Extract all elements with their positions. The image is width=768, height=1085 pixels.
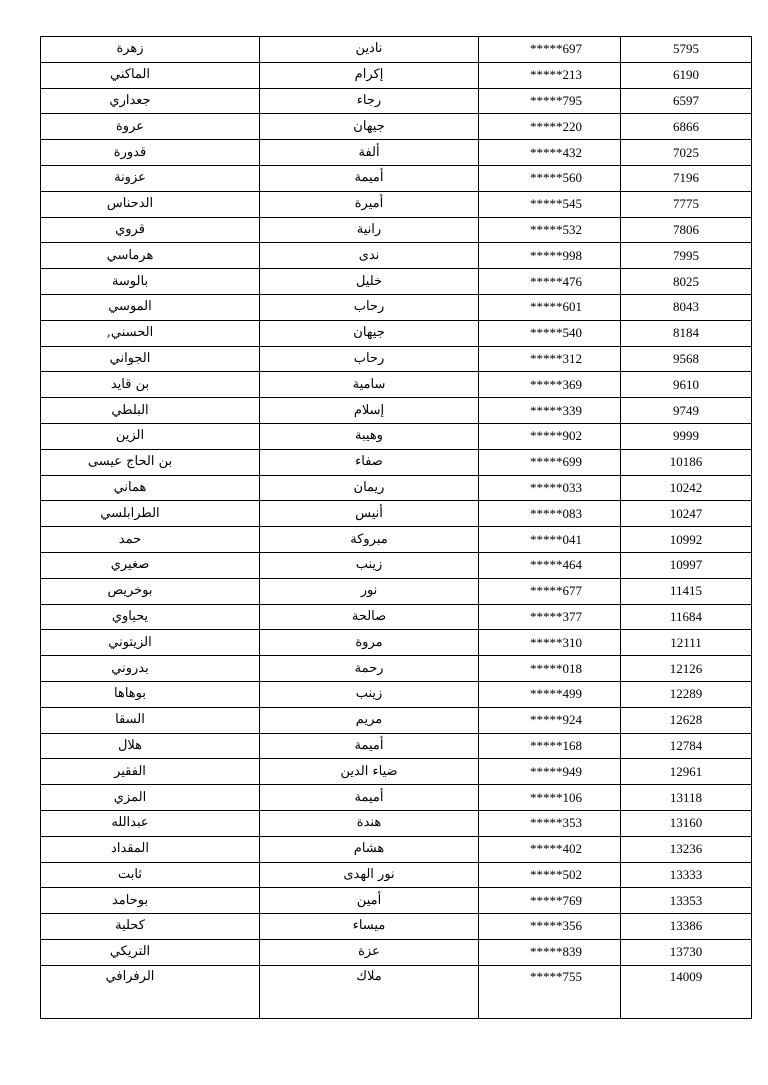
id-cell: *****106 <box>479 785 621 811</box>
first-name-cell: أنيس <box>260 501 479 527</box>
record-number-cell: 13236 <box>621 836 752 862</box>
id-cell: *****369 <box>479 372 621 398</box>
id-cell: *****949 <box>479 759 621 785</box>
id-cell: *****083 <box>479 501 621 527</box>
first-name-cell: أميمة <box>260 733 479 759</box>
table-row <box>41 733 752 759</box>
record-number-cell: 10992 <box>621 527 752 553</box>
table-row <box>41 552 752 578</box>
last-name-cell: الزيتوني <box>41 630 260 656</box>
table-row <box>41 449 752 475</box>
record-number-cell: 6190 <box>621 62 752 88</box>
record-number-cell: 7806 <box>621 217 752 243</box>
record-number-cell: 14009 <box>621 965 752 1018</box>
table-row <box>41 62 752 88</box>
id-cell: *****902 <box>479 423 621 449</box>
record-number-cell: 7025 <box>621 140 752 166</box>
id-cell: *****018 <box>479 656 621 682</box>
id-cell: *****464 <box>479 552 621 578</box>
last-name-cell: ثابت <box>41 862 260 888</box>
first-name-cell: سامية <box>260 372 479 398</box>
record-number-cell: 12111 <box>621 630 752 656</box>
records-table-body <box>41 37 752 1019</box>
table-row <box>41 578 752 604</box>
last-name-cell: بن قايد <box>41 372 260 398</box>
first-name-cell: ندى <box>260 243 479 269</box>
first-name-cell: أميمة <box>260 165 479 191</box>
first-name-cell: رحاب <box>260 294 479 320</box>
table-row <box>41 372 752 398</box>
last-name-cell: ,الحسني <box>41 320 260 346</box>
last-name-cell: كحلية <box>41 914 260 940</box>
first-name-cell: ميساء <box>260 914 479 940</box>
first-name-cell: مروة <box>260 630 479 656</box>
first-name-cell: إكرام <box>260 62 479 88</box>
table-row <box>41 965 752 1018</box>
first-name-cell: خليل <box>260 269 479 295</box>
record-number-cell: 5795 <box>621 37 752 63</box>
record-number-cell: 9610 <box>621 372 752 398</box>
record-number-cell: 13353 <box>621 888 752 914</box>
record-number-cell: 12289 <box>621 681 752 707</box>
last-name-cell: بوحامد <box>41 888 260 914</box>
last-name-cell: البلطي <box>41 398 260 424</box>
table-row <box>41 346 752 372</box>
table-row <box>41 681 752 707</box>
record-number-cell: 8043 <box>621 294 752 320</box>
id-cell: *****499 <box>479 681 621 707</box>
id-cell: *****755 <box>479 965 621 1018</box>
last-name-cell: هلال <box>41 733 260 759</box>
first-name-cell: نور الهدى <box>260 862 479 888</box>
table-row <box>41 37 752 63</box>
record-number-cell: 11684 <box>621 604 752 630</box>
record-number-cell: 12784 <box>621 733 752 759</box>
record-number-cell: 10186 <box>621 449 752 475</box>
table-row <box>41 294 752 320</box>
record-number-cell: 9568 <box>621 346 752 372</box>
record-number-cell: 8025 <box>621 269 752 295</box>
first-name-cell: رجاء <box>260 88 479 114</box>
first-name-cell: مريم <box>260 707 479 733</box>
id-cell: *****601 <box>479 294 621 320</box>
table-row <box>41 656 752 682</box>
table-row <box>41 88 752 114</box>
id-cell: *****339 <box>479 398 621 424</box>
first-name-cell: ملاك <box>260 965 479 1018</box>
last-name-cell: الرفرافي <box>41 965 260 1018</box>
table-row <box>41 759 752 785</box>
first-name-cell: صالحة <box>260 604 479 630</box>
table-row <box>41 888 752 914</box>
table-row <box>41 914 752 940</box>
table-row <box>41 114 752 140</box>
record-number-cell: 6866 <box>621 114 752 140</box>
last-name-cell: الموسي <box>41 294 260 320</box>
record-number-cell: 10247 <box>621 501 752 527</box>
id-cell: *****795 <box>479 88 621 114</box>
id-cell: *****540 <box>479 320 621 346</box>
record-number-cell: 7196 <box>621 165 752 191</box>
last-name-cell: عبدالله <box>41 810 260 836</box>
record-number-cell: 12126 <box>621 656 752 682</box>
first-name-cell: ألفة <box>260 140 479 166</box>
last-name-cell: الزين <box>41 423 260 449</box>
record-number-cell: 10997 <box>621 552 752 578</box>
table-row <box>41 527 752 553</box>
id-cell: *****402 <box>479 836 621 862</box>
first-name-cell: وهيبة <box>260 423 479 449</box>
id-cell: *****998 <box>479 243 621 269</box>
last-name-cell: السقا <box>41 707 260 733</box>
table-row <box>41 604 752 630</box>
first-name-cell: هشام <box>260 836 479 862</box>
first-name-cell: زينب <box>260 552 479 578</box>
last-name-cell: حمد <box>41 527 260 553</box>
first-name-cell: ريمان <box>260 475 479 501</box>
first-name-cell: رحمة <box>260 656 479 682</box>
last-name-cell: الطرابلسي <box>41 501 260 527</box>
table-row <box>41 140 752 166</box>
first-name-cell: أميرة <box>260 191 479 217</box>
id-cell: *****532 <box>479 217 621 243</box>
table-row <box>41 423 752 449</box>
id-cell: *****545 <box>479 191 621 217</box>
table-row <box>41 320 752 346</box>
last-name-cell: الدحناس <box>41 191 260 217</box>
last-name-cell: الفقير <box>41 759 260 785</box>
last-name-cell: بن الحاج عيسى <box>41 449 260 475</box>
id-cell: *****377 <box>479 604 621 630</box>
table-row <box>41 501 752 527</box>
first-name-cell: جيهان <box>260 114 479 140</box>
table-row <box>41 862 752 888</box>
record-number-cell: 7995 <box>621 243 752 269</box>
record-number-cell: 13118 <box>621 785 752 811</box>
first-name-cell: صفاء <box>260 449 479 475</box>
table-row <box>41 398 752 424</box>
table-row <box>41 243 752 269</box>
last-name-cell: المقداد <box>41 836 260 862</box>
table-row <box>41 939 752 965</box>
record-number-cell: 13160 <box>621 810 752 836</box>
record-number-cell: 6597 <box>621 88 752 114</box>
id-cell: *****312 <box>479 346 621 372</box>
id-cell: *****677 <box>479 578 621 604</box>
table-row <box>41 217 752 243</box>
last-name-cell: عزونة <box>41 165 260 191</box>
id-cell: *****924 <box>479 707 621 733</box>
records-table <box>40 36 752 1019</box>
table-row <box>41 810 752 836</box>
id-cell: *****476 <box>479 269 621 295</box>
last-name-cell: التريكي <box>41 939 260 965</box>
id-cell: *****839 <box>479 939 621 965</box>
table-row <box>41 191 752 217</box>
record-number-cell: 7775 <box>621 191 752 217</box>
last-name-cell: جعداري <box>41 88 260 114</box>
id-cell: *****697 <box>479 37 621 63</box>
last-name-cell: يحياوي <box>41 604 260 630</box>
last-name-cell: بدروني <box>41 656 260 682</box>
last-name-cell: قروي <box>41 217 260 243</box>
id-cell: *****356 <box>479 914 621 940</box>
last-name-cell: هماني <box>41 475 260 501</box>
record-number-cell: 13730 <box>621 939 752 965</box>
last-name-cell: المزي <box>41 785 260 811</box>
last-name-cell: الجواني <box>41 346 260 372</box>
record-number-cell: 9999 <box>621 423 752 449</box>
first-name-cell: أميمة <box>260 785 479 811</box>
table-row <box>41 785 752 811</box>
id-cell: *****699 <box>479 449 621 475</box>
id-cell: *****502 <box>479 862 621 888</box>
first-name-cell: نادين <box>260 37 479 63</box>
id-cell: *****213 <box>479 62 621 88</box>
id-cell: *****168 <box>479 733 621 759</box>
last-name-cell: عروة <box>41 114 260 140</box>
record-number-cell: 8184 <box>621 320 752 346</box>
first-name-cell: ضياء الدين <box>260 759 479 785</box>
table-row <box>41 836 752 862</box>
last-name-cell: بالوسة <box>41 269 260 295</box>
id-cell: *****041 <box>479 527 621 553</box>
first-name-cell: أمين <box>260 888 479 914</box>
record-number-cell: 13333 <box>621 862 752 888</box>
last-name-cell: زهرة <box>41 37 260 63</box>
table-row <box>41 630 752 656</box>
record-number-cell: 11415 <box>621 578 752 604</box>
record-number-cell: 9749 <box>621 398 752 424</box>
first-name-cell: مبروكة <box>260 527 479 553</box>
last-name-cell: الماكني <box>41 62 260 88</box>
id-cell: *****310 <box>479 630 621 656</box>
first-name-cell: زينب <box>260 681 479 707</box>
first-name-cell: رانية <box>260 217 479 243</box>
id-cell: *****432 <box>479 140 621 166</box>
last-name-cell: بوهاها <box>41 681 260 707</box>
id-cell: *****033 <box>479 475 621 501</box>
last-name-cell: بوخريص <box>41 578 260 604</box>
id-cell: *****220 <box>479 114 621 140</box>
first-name-cell: نور <box>260 578 479 604</box>
id-cell: *****769 <box>479 888 621 914</box>
first-name-cell: إسلام <box>260 398 479 424</box>
record-number-cell: 10242 <box>621 475 752 501</box>
last-name-cell: صغيري <box>41 552 260 578</box>
id-cell: *****560 <box>479 165 621 191</box>
table-row <box>41 165 752 191</box>
table-row <box>41 475 752 501</box>
record-number-cell: 12628 <box>621 707 752 733</box>
record-number-cell: 12961 <box>621 759 752 785</box>
table-row <box>41 269 752 295</box>
first-name-cell: عزة <box>260 939 479 965</box>
last-name-cell: قدورة <box>41 140 260 166</box>
record-number-cell: 13386 <box>621 914 752 940</box>
first-name-cell: رحاب <box>260 346 479 372</box>
first-name-cell: جيهان <box>260 320 479 346</box>
id-cell: *****353 <box>479 810 621 836</box>
last-name-cell: هرماسي <box>41 243 260 269</box>
table-row <box>41 707 752 733</box>
first-name-cell: هندة <box>260 810 479 836</box>
